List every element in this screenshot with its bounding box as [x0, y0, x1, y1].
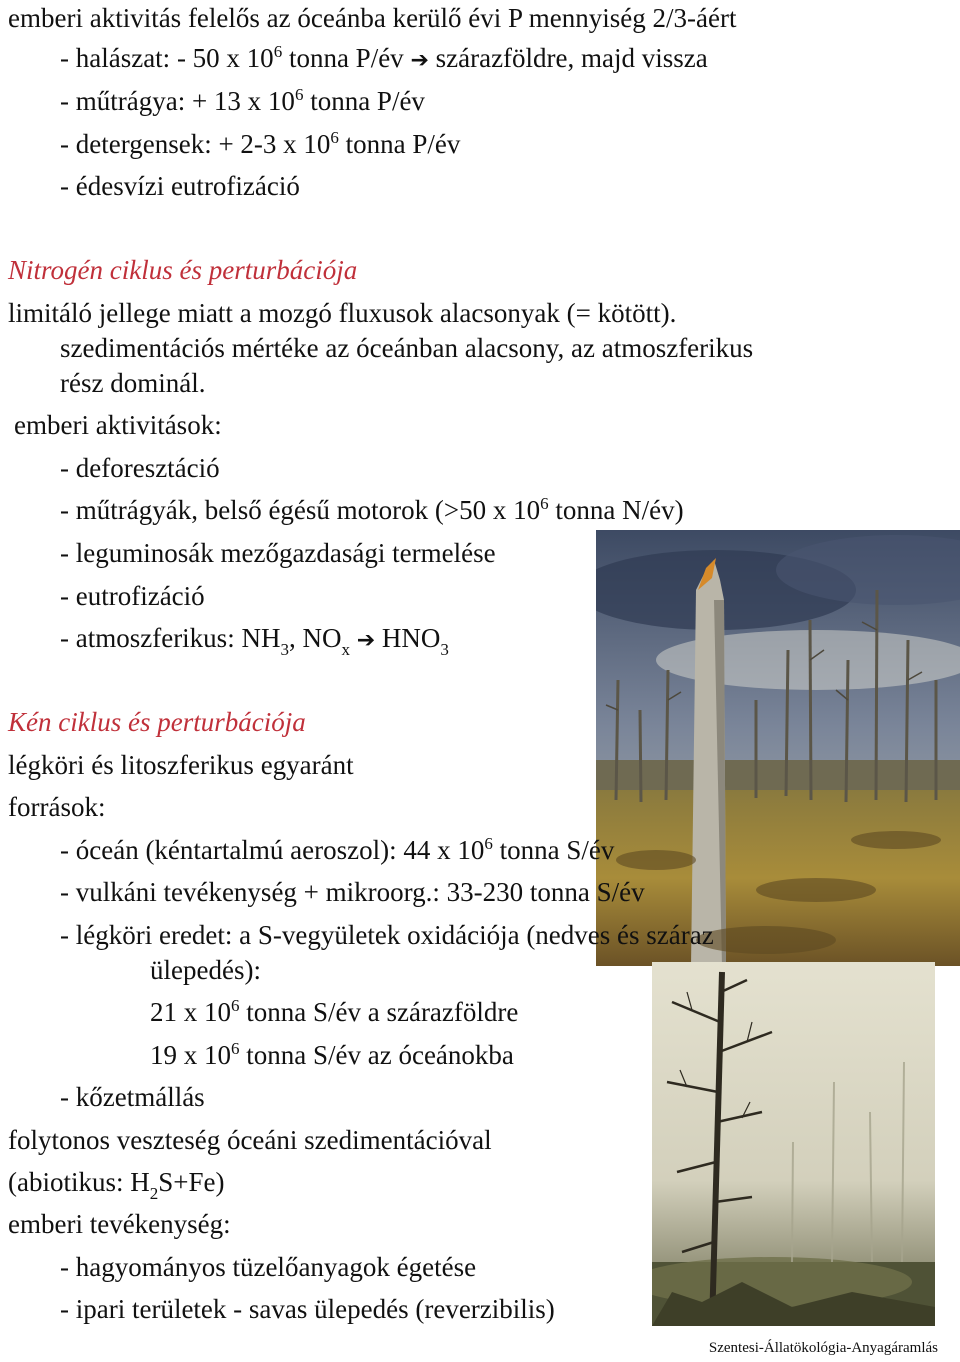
p-detergents: - detergensek: + 2-3 x $10^6$ tonna P/év [60, 128, 461, 159]
s-volcanic: - vulkáni tevékenység + mikroorg.: 33-230 tonna S/év [60, 877, 645, 907]
p-intro: emberi aktivitás felelős az óceánba kerülő évi P mennyiség 2/3-áért [8, 3, 737, 33]
n-line2: szedimentációs mértéke az óceánban alacsony, az atmoszferikus [60, 333, 754, 363]
foggy-dead-forest-photo [652, 962, 935, 1326]
arrow-right-icon: ➔ [356, 628, 376, 653]
s-sources: források: [8, 792, 106, 822]
s-atmos2: ülepedés): [150, 955, 261, 985]
s-weathering: - kőzetmállás [60, 1082, 205, 1112]
n-eutro: - eutrofizáció [60, 581, 205, 611]
nitrogen-heading: Nitrogén ciklus és perturbációja [8, 255, 358, 285]
n-line1: limitáló jellege miatt a mozgó fluxusok alacsonyak (= kötött). [8, 298, 677, 328]
sulfur-heading: Kén ciklus és perturbációja [8, 707, 306, 737]
n-deforest: - deforesztáció [60, 453, 220, 483]
n-human: emberi aktivitások: [14, 410, 222, 440]
s-abiotic: (abiotikus: $H_2S+Fe$) [8, 1167, 225, 1203]
n-legumes: - leguminosák mezőgazdasági termelése [60, 538, 496, 568]
dead-spruce-forest-photo [596, 530, 960, 966]
p-eutrophication: - édesvízi eutrofizáció [60, 171, 300, 201]
s-land: 21 x $10^6$ tonna S/év a szárazföldre [150, 996, 519, 1027]
s-line1: légköri és litoszferikus egyaránt [8, 750, 354, 780]
s-ocean: - óceán (kéntartalmú aeroszol): 44 x $10^6$ tonna S/év [60, 834, 615, 865]
s-human: emberi tevékenység: [8, 1209, 231, 1239]
p-fishing: - halászat: - 50 x $10^6$ tonna P/év ➔ szárazföldre, majd vissza [60, 42, 708, 73]
n-line3: rész dominál. [60, 368, 206, 398]
arrow-right-icon: ➔ [410, 48, 429, 73]
s-oceans: 19 x $10^6$ tonna S/év az óceánokba [150, 1039, 514, 1070]
s-loss: folytonos veszteség óceáni szedimentációval [8, 1125, 492, 1155]
n-atmos: - atmoszferikus: $NH_3$, $NO_x$ ➔ $HNO_3$ [60, 623, 449, 659]
s-fuels: - hagyományos tüzelőanyagok égetése [60, 1252, 477, 1282]
p-fertilizer: - műtrágya: + 13 x $10^6$ tonna P/év [60, 85, 425, 116]
s-atmos1: - légköri eredet: a S-vegyületek oxidációja (nedves és száraz [60, 920, 714, 950]
s-industrial: - ipari területek - savas ülepedés (reverzibilis) [60, 1294, 555, 1324]
n-fertilizers: - műtrágyák, belső égésű motorok (>50 x $10^6$ tonna N/év) [60, 494, 684, 525]
footer-credit: Szentesi-Állatökológia-Anyagáramlás [708, 1340, 938, 1356]
